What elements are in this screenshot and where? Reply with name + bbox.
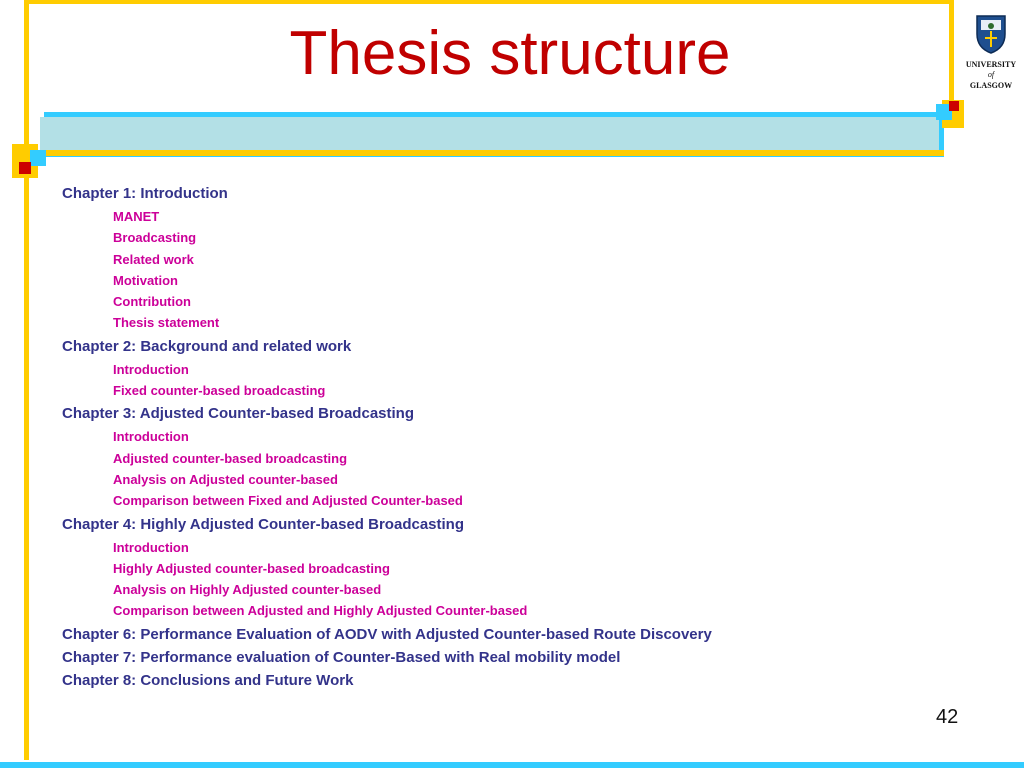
chapter-heading: Chapter 1: Introduction	[62, 185, 228, 202]
chapter-heading: Chapter 8: Conclusions and Future Work	[62, 671, 354, 689]
chapter-item: Analysis on Highly Adjusted counter-based	[113, 582, 382, 598]
chapter-item: Thesis statement	[113, 315, 220, 331]
frame-bottom-border	[0, 762, 1024, 768]
chapter-item: Related work	[113, 251, 194, 267]
chapter-heading: Chapter 7: Performance evaluation of Counter-Based with Real mobility model	[62, 648, 621, 666]
corner-square-left-red	[19, 162, 31, 174]
chapter-item: Introduction	[113, 361, 189, 377]
chapter-item: Comparison between Fixed and Adjusted Counter-based	[113, 493, 463, 509]
chapter-item: Comparison between Adjusted and Highly Adjusted Counter-based	[113, 603, 528, 619]
chapter-item: Highly Adjusted counter-based broadcasting	[113, 560, 390, 576]
slide-title: Thesis structure	[289, 19, 731, 88]
chapter-item: Contribution	[113, 294, 191, 310]
chapter-heading: Chapter 6: Performance Evaluation of AODV with Adjusted Counter-based Route Discovery	[62, 625, 712, 643]
chapter-item: Introduction	[113, 429, 189, 445]
corner-square-left-blue	[30, 150, 46, 166]
logo-line-glasgow: GLASGOW	[969, 81, 1013, 90]
university-logo	[958, 14, 1024, 91]
frame-left-border	[24, 0, 29, 760]
university-crest-icon	[975, 14, 1007, 54]
frame-right-border	[949, 0, 954, 104]
outline	[62, 181, 942, 693]
chapter-item: Analysis on Adjusted counter-based	[113, 471, 338, 487]
logo-line-of: of	[987, 70, 995, 79]
chapter-heading: Chapter 2: Background and related work	[62, 337, 352, 355]
page-number: 42	[936, 706, 959, 728]
chapter-heading: Chapter 4: Highly Adjusted Counter-based Broadcasting	[62, 515, 464, 533]
logo-line-university: UNIVERSITY	[965, 60, 1017, 69]
frame-top-border	[24, 0, 952, 4]
chapter-item: Motivation	[113, 272, 178, 288]
chapter-heading: Chapter 3: Adjusted Counter-based Broadcasting	[62, 405, 414, 423]
corner-square-right-red	[949, 101, 959, 111]
chapter-item: Broadcasting	[113, 230, 197, 246]
title-band-edge	[40, 150, 944, 156]
chapter-item: Fixed counter-based broadcasting	[113, 383, 326, 399]
chapter-item: MANET	[113, 209, 160, 224]
chapter-item: Adjusted counter-based broadcasting	[113, 450, 348, 466]
chapter-item: Introduction	[113, 539, 189, 555]
